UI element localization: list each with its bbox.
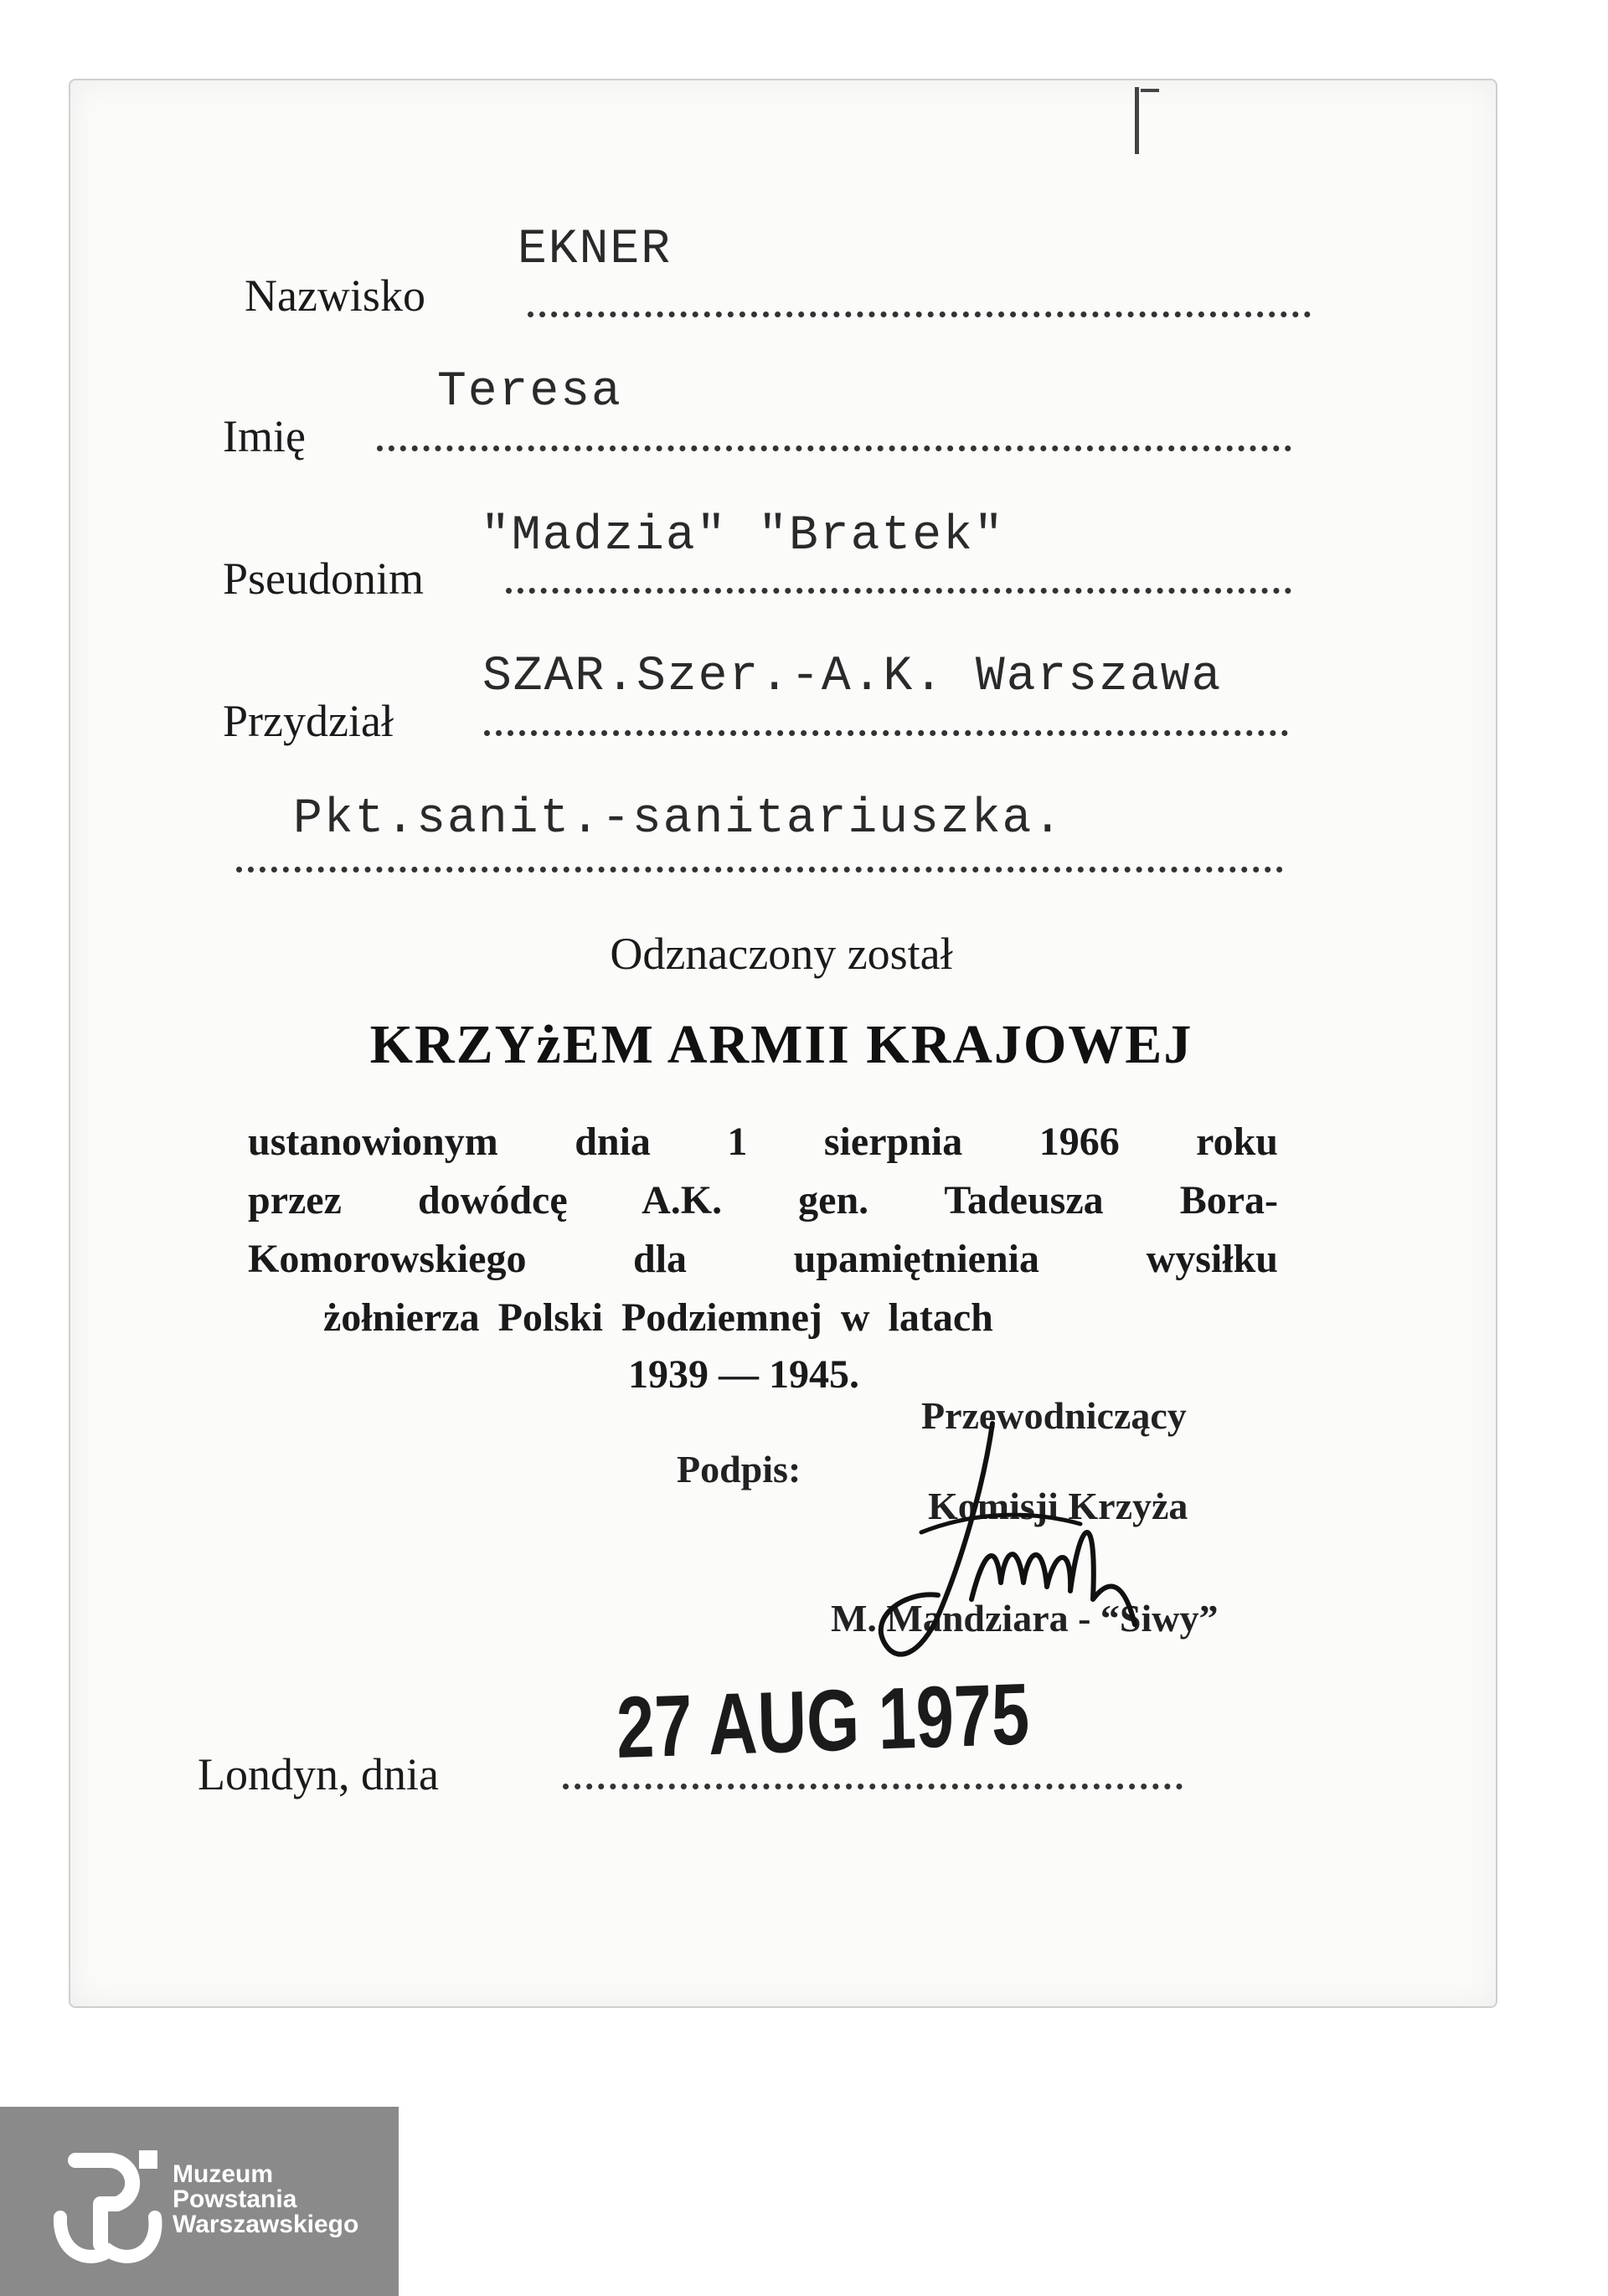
signature-label: Podpis:: [677, 1448, 801, 1490]
chairman-title: Przewodniczący: [921, 1394, 1187, 1437]
assignment-dotted-line: [484, 730, 1288, 736]
watermark-line: Powstania: [173, 2185, 297, 2213]
award-text-line: Komorowskiego dla upamiętnienia wysiłku: [248, 1237, 1278, 1281]
paper-scratch: [1141, 89, 1159, 92]
date-stamp: 27 AUG 1975: [616, 1665, 1031, 1777]
award-text-line: 1939 — 1945.: [628, 1352, 859, 1397]
function-dotted-line: [236, 867, 1283, 873]
award-text-line: przez dowódcę A.K. gen. Tadeusza Bora-: [248, 1178, 1278, 1223]
award-text-line: żołnierza Polski Podziemnej w latach: [323, 1295, 993, 1340]
commission-name: Komisji Krzyża: [928, 1485, 1188, 1527]
surname-label: Nazwisko: [245, 270, 425, 321]
surname-dotted-line: [528, 311, 1311, 317]
date-dotted-line: [563, 1784, 1183, 1789]
museum-watermark: [0, 2107, 399, 2296]
award-text-line: ustanowionym dnia 1 sierpnia 1966 roku: [248, 1120, 1278, 1164]
assignment-label: Przydział: [223, 696, 394, 746]
first-name-label: Imię: [223, 411, 306, 461]
surname-value: EKNER: [518, 223, 673, 277]
signatory-name: M. Mandziara - “Siwy”: [831, 1597, 1219, 1640]
function-value: Pkt.sanit.-sanitariuszka.: [293, 792, 1064, 847]
assignment-value: SZAR.Szer.-A.K. Warszawa: [482, 650, 1223, 704]
first-name-value: Teresa: [437, 365, 622, 420]
pseudonym-label: Pseudonim: [223, 553, 425, 604]
first-name-dotted-line: [377, 445, 1291, 451]
museum-logo-icon: [50, 2144, 168, 2269]
award-title: KRZYżEM ARMII KRAJOWEJ: [369, 1014, 1193, 1075]
pseudonym-value: "Madzia" "Bratek": [481, 509, 1005, 564]
date-label: Londyn, dnia: [198, 1749, 439, 1799]
pseudonym-dotted-line: [506, 588, 1291, 594]
watermark-line: Warszawskiego: [173, 2211, 359, 2238]
handwritten-signature: [804, 1415, 1198, 1700]
award-intro: Odznaczony został: [610, 929, 953, 979]
paper-scratch: [1135, 87, 1139, 154]
watermark-line: Muzeum: [173, 2160, 273, 2188]
